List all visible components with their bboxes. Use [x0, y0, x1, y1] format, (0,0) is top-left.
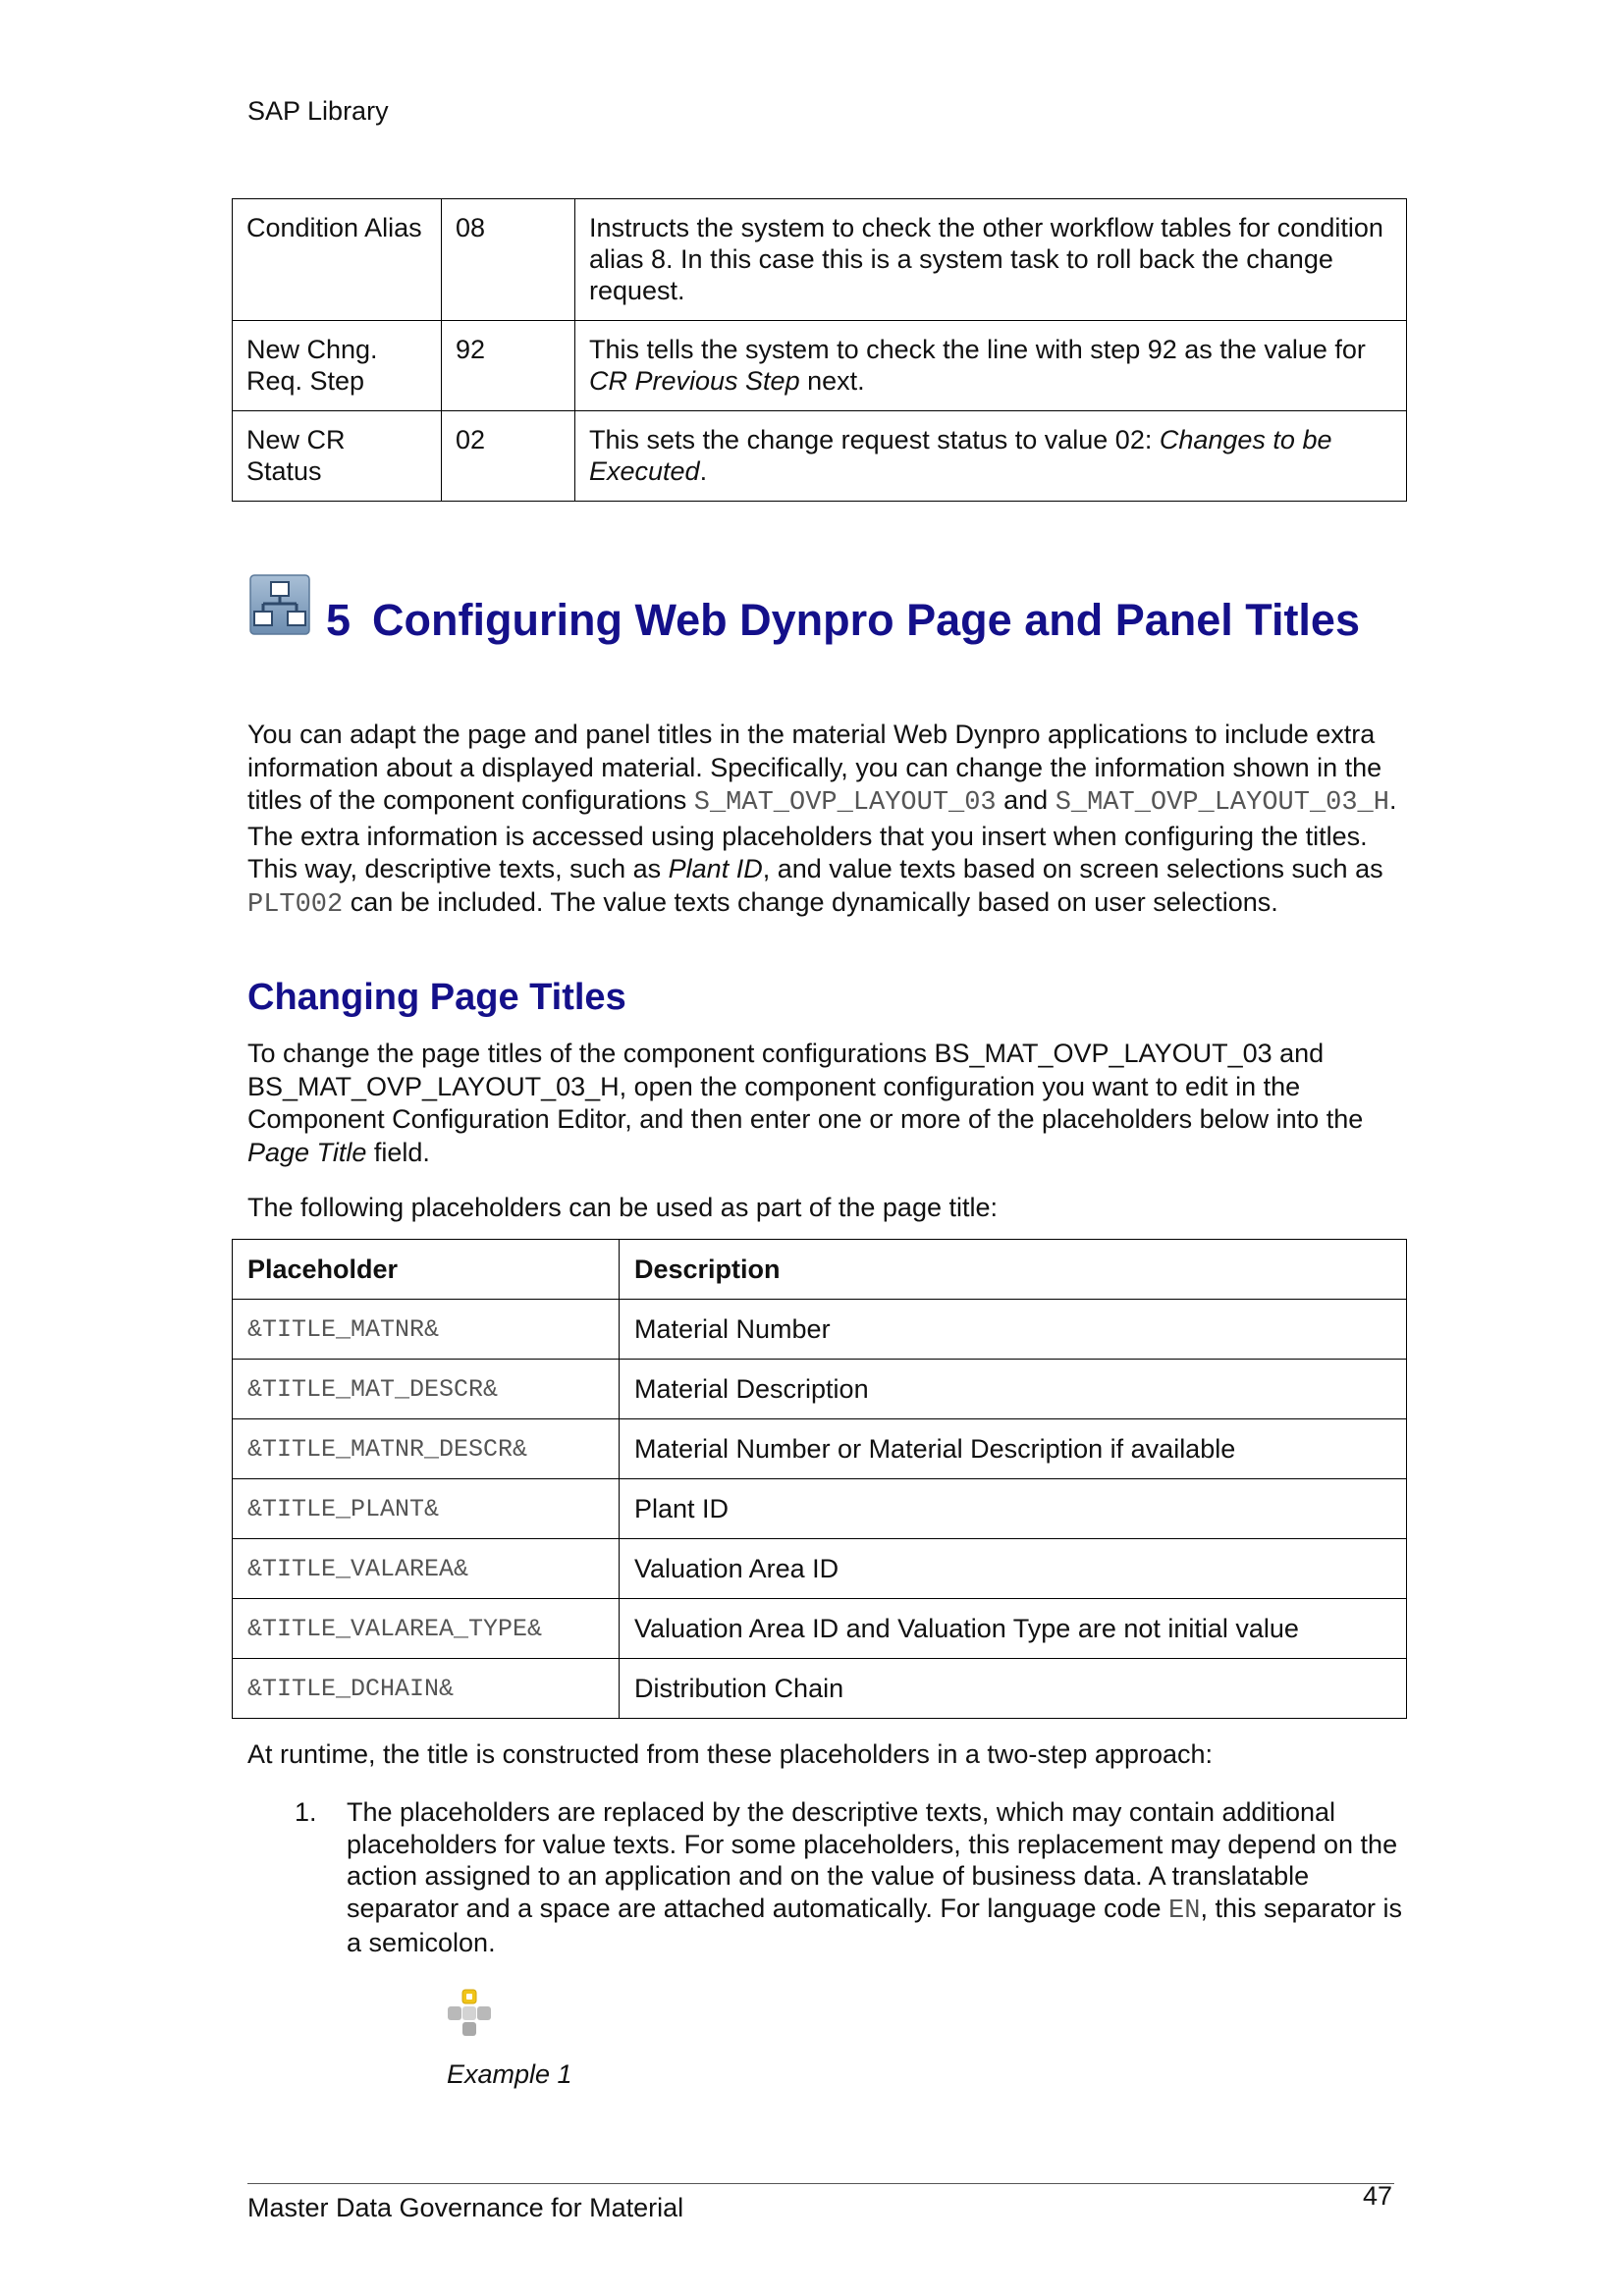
- change-paragraph: To change the page titles of the component configurations BS_MAT_OVP_LAYOUT_03 and BS_MAT_OVP_LAYOUT_03_H, open the component configuration you want to edit in the Component Configuration Editor, and then enter one or more of the placeholders below into the Page Title field.: [247, 1039, 1364, 1167]
- code-text: PLT002: [247, 889, 344, 920]
- description-cell: Distribution Chain: [620, 1659, 1407, 1719]
- code-text: EN: [1168, 1896, 1201, 1926]
- footer-text: Master Data Governance for Material: [247, 2193, 684, 2222]
- value-cell: 08: [442, 199, 575, 321]
- placeholder-cell: &TITLE_VALAREA_TYPE&: [233, 1599, 620, 1659]
- code-text: S_MAT_OVP_LAYOUT_03: [693, 788, 997, 818]
- description-cell: Plant ID: [620, 1479, 1407, 1539]
- section-number: 5: [326, 595, 352, 645]
- table-row: [233, 1539, 1407, 1599]
- field-cell: Condition Alias: [233, 199, 442, 321]
- table-row: [233, 411, 1407, 502]
- table-row: [233, 199, 1407, 321]
- footer-divider: [247, 2183, 1394, 2184]
- table-row: [233, 321, 1407, 411]
- value-cell: 02: [442, 411, 575, 502]
- placeholder-cell: &TITLE_MATNR&: [233, 1300, 620, 1360]
- placeholder-cell: &TITLE_VALAREA&: [233, 1539, 620, 1599]
- description-cell: This tells the system to check the line with step 92 as the value for CR Previous Step next.: [575, 321, 1407, 411]
- table-row: [233, 1419, 1407, 1479]
- description-cell: Instructs the system to check the other workflow tables for condition alias 8. In this case this is a system task to roll back the change request.: [575, 199, 1407, 321]
- page-number: 47: [1363, 2181, 1393, 2211]
- runtime-paragraph: At runtime, the title is constructed from these placeholders in a two-step approach:: [247, 1739, 1213, 1769]
- code-text: S_MAT_OVP_LAYOUT_03_H: [1055, 788, 1389, 818]
- description-cell: Valuation Area ID and Valuation Type are not initial value: [620, 1599, 1407, 1659]
- table-row: [233, 1360, 1407, 1419]
- description-cell: Material Number: [620, 1300, 1407, 1360]
- table-row: [233, 1479, 1407, 1539]
- step-number: 1.: [295, 1797, 317, 1827]
- table-header-row: [233, 1240, 1407, 1300]
- table-row: [233, 1599, 1407, 1659]
- field-cell: New Chng. Req. Step: [233, 321, 442, 411]
- subheading: Changing Page Titles: [247, 977, 626, 1018]
- intro-paragraph: You can adapt the page and panel titles in the material Web Dynpro applications to include extra information about a displayed material. Specifically, you can change the information shown in the titles of the component configurations S_MAT_OVP_LAYOUT_03 and S_MAT_OVP_LAYOUT_03_H. The extra information is accessed using placeholders that you insert when configuring the titles. This way, descriptive texts, such as Plant ID, and value texts based on screen selections such as PLT002 can be included. The value texts change dynamically based on user selections.: [247, 720, 1397, 920]
- section-title: Configuring Web Dynpro Page and Panel Titles: [372, 595, 1360, 645]
- step-text: The placeholders are replaced by the descriptive texts, which may contain additional placeholders for value texts. For some placeholders, this replacement may depend on the action assigned to an application and on the value of business data. A translatable separator and a space are attached automatically. For language code EN, this separator is a semicolon.: [347, 1797, 1403, 1957]
- following-paragraph: The following placeholders can be used as part of the page title:: [247, 1193, 998, 1222]
- placeholder-cell: &TITLE_MATNR_DESCR&: [233, 1419, 620, 1479]
- placeholder-cell: &TITLE_DCHAIN&: [233, 1659, 620, 1719]
- page-header-title: SAP Library: [247, 96, 389, 126]
- placeholder-cell: &TITLE_MAT_DESCR&: [233, 1360, 620, 1419]
- placeholder-cell: &TITLE_PLANT&: [233, 1479, 620, 1539]
- table-row: [233, 1659, 1407, 1719]
- column-header: Description: [620, 1240, 1407, 1300]
- condition-table: [232, 198, 1407, 502]
- example-icon: [444, 1987, 495, 2038]
- description-cell: This sets the change request status to value 02: Changes to be Executed.: [575, 411, 1407, 502]
- structure-diagram-icon: [249, 574, 310, 635]
- column-header: Placeholder: [233, 1240, 620, 1300]
- section-heading: [326, 595, 1360, 646]
- table-row: [233, 1300, 1407, 1360]
- placeholder-table: [232, 1239, 1407, 1719]
- description-cell: Material Description: [620, 1360, 1407, 1419]
- field-cell: New CR Status: [233, 411, 442, 502]
- example-label: Example 1: [447, 2059, 572, 2089]
- value-cell: 92: [442, 321, 575, 411]
- description-cell: Material Number or Material Description if available: [620, 1419, 1407, 1479]
- description-cell: Valuation Area ID: [620, 1539, 1407, 1599]
